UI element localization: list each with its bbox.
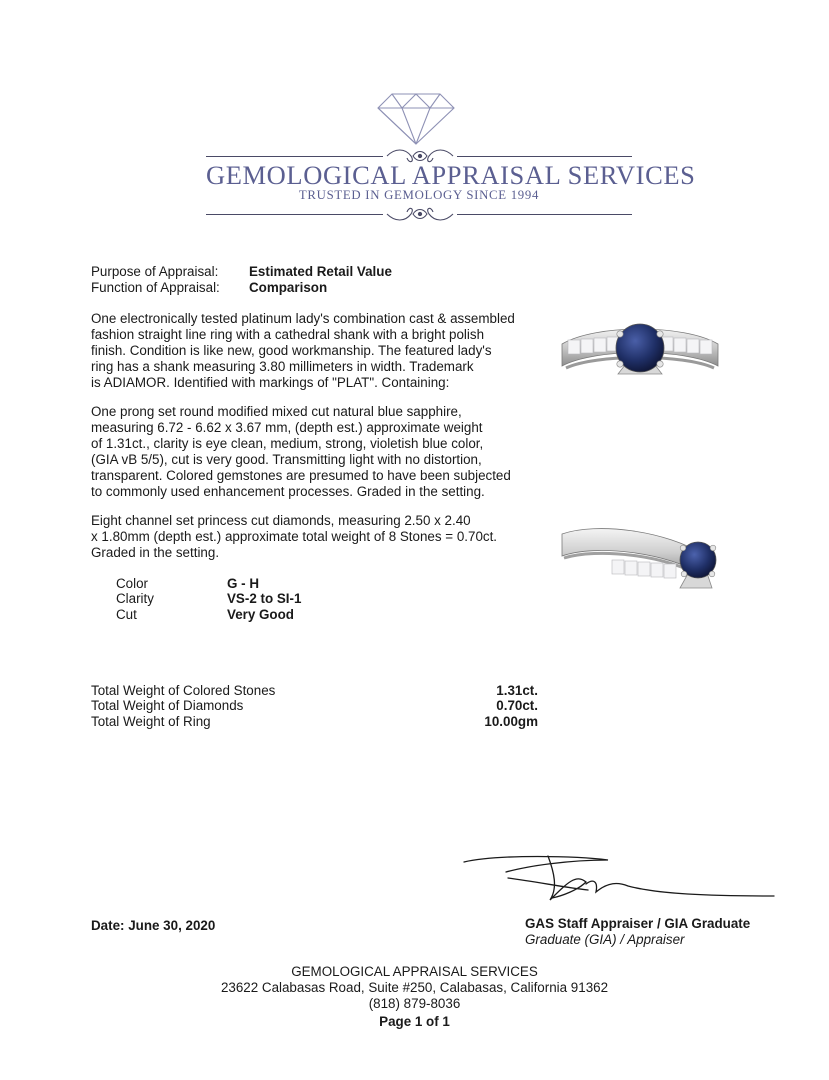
clarity-grade-label: Clarity	[116, 591, 154, 606]
function-label: Function of Appraisal:	[91, 280, 220, 295]
total-colored-stones-label: Total Weight of Colored Stones	[91, 683, 276, 698]
paragraph-line: x 1.80mm (depth est.) approximate total weight of 8 Stones = 0.70ct.	[91, 528, 498, 544]
footer-address: 23622 Calabasas Road, Suite #250, Calabasas, California 91362	[220, 980, 609, 995]
appraiser-signature	[458, 852, 778, 912]
ring-description-paragraph	[91, 311, 515, 391]
cut-grade-label: Cut	[116, 607, 137, 622]
appraiser-title: GAS Staff Appraiser / GIA Graduate	[525, 916, 751, 931]
paragraph-line: ring has a shank measuring 3.80 millimeters in width. Trademark	[91, 358, 474, 374]
purpose-label: Purpose of Appraisal:	[91, 264, 219, 279]
company-name-header: GEMOLOGICAL APPRAISAL SERVICES	[206, 160, 696, 190]
total-diamonds-value: 0.70ct.	[496, 698, 538, 713]
paragraph-line: Graded in the setting.	[91, 544, 220, 560]
footer-phone: (818) 879-8036	[368, 996, 461, 1011]
paragraph-line: to commonly used enhancement processes. Graded in the setting.	[91, 483, 485, 499]
diamond-logo-icon	[376, 90, 456, 146]
paragraph-line: is ADIAMOR. Identified with markings of "PLAT". Containing:	[91, 374, 450, 390]
paragraph-line: Eight channel set princess cut diamonds, measuring 2.50 x 2.40	[91, 513, 471, 528]
footer-company-name: GEMOLOGICAL APPRAISAL SERVICES	[291, 964, 538, 979]
paragraph-line: finish. Condition is like new, good workmanship. The featured lady's	[91, 342, 492, 358]
purpose-value: Estimated Retail Value	[249, 264, 392, 279]
paragraph-line: One prong set round modified mixed cut natural blue sapphire,	[91, 404, 462, 419]
total-colored-stones-value: 1.31ct.	[496, 683, 538, 698]
total-ring-weight-label: Total Weight of Ring	[91, 714, 211, 729]
function-value: Comparison	[249, 280, 328, 295]
color-grade-label: Color	[116, 576, 148, 591]
clarity-grade-value: VS-2 to SI-1	[227, 591, 302, 606]
ring-side-image	[556, 512, 724, 604]
color-grade-value: G - H	[227, 576, 259, 591]
flourish-ornament-icon	[383, 204, 457, 224]
total-ring-weight-value: 10.00gm	[484, 714, 538, 729]
company-tagline: TRUSTED IN GEMOLOGY SINCE 1994	[298, 188, 540, 202]
diamonds-description-paragraph	[91, 513, 497, 561]
ring-front-image	[556, 304, 724, 400]
cut-grade-value: Very Good	[227, 607, 294, 622]
paragraph-line: fashion straight line ring with a cathedral shank with a bright polish	[91, 326, 485, 342]
paragraph-line: (GIA vB 5/5), cut is very good. Transmitting light with no distortion,	[91, 451, 482, 467]
sapphire-description-paragraph	[91, 404, 511, 499]
paragraph-line: transparent. Colored gemstones are presumed to have been subjected	[91, 467, 511, 483]
page-number: Page 1 of 1	[379, 1014, 450, 1029]
appraiser-subtitle: Graduate (GIA) / Appraiser	[525, 932, 685, 947]
total-diamonds-label: Total Weight of Diamonds	[91, 698, 244, 713]
paragraph-line: One electronically tested platinum lady's combination cast & assembled	[91, 311, 515, 326]
appraisal-date: Date: June 30, 2020	[91, 918, 216, 933]
paragraph-line: of 1.31ct., clarity is eye clean, medium, strong, violetish blue color,	[91, 435, 484, 451]
paragraph-line: measuring 6.72 - 6.62 x 3.67 mm, (depth est.) approximate weight	[91, 419, 483, 435]
